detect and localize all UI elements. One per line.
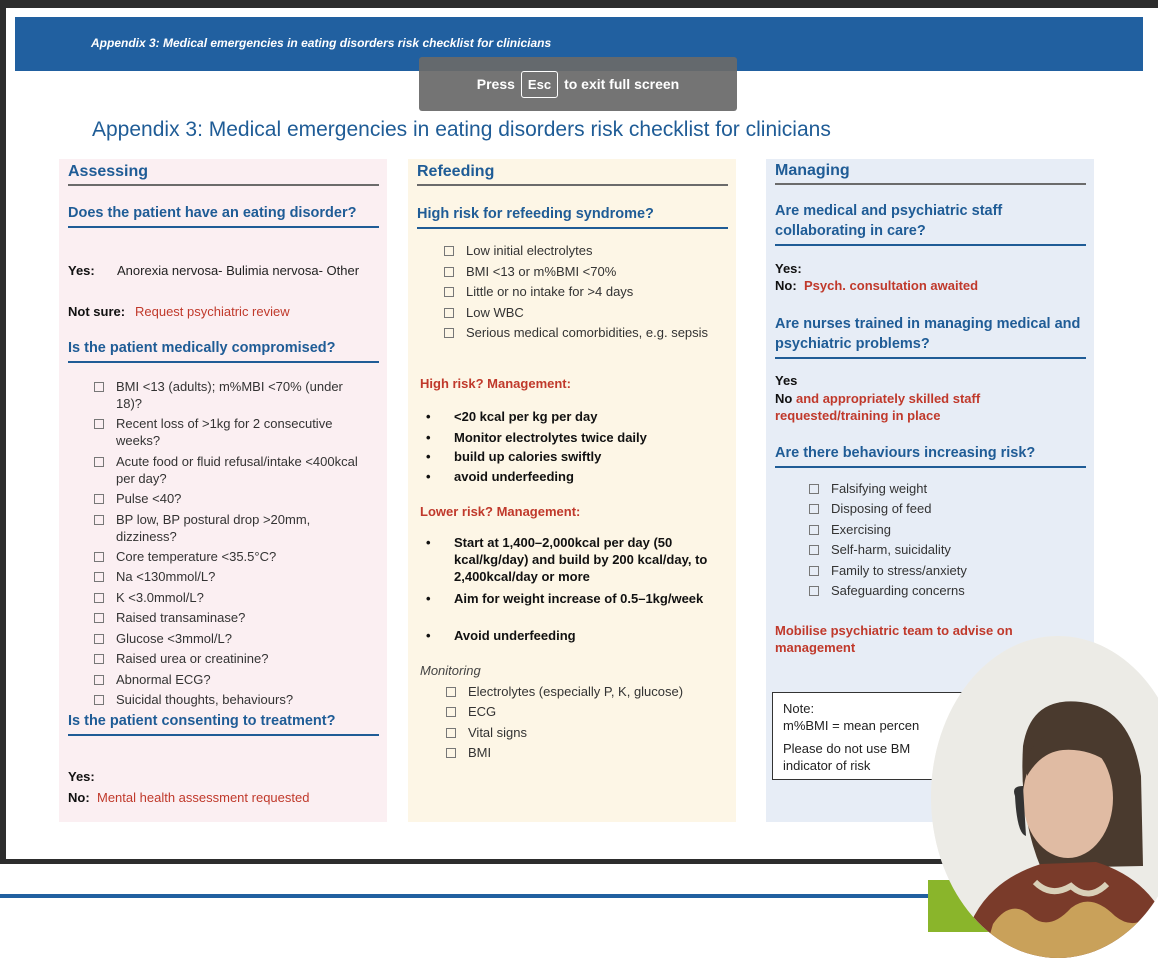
checklist-item[interactable]: ECG <box>446 703 731 720</box>
checklist-item[interactable]: Serious medical comorbidities, e.g. sepsis <box>444 324 724 341</box>
assessing-consent-no-label: No: <box>68 790 90 805</box>
checkbox-icon[interactable] <box>94 572 104 582</box>
assessing-column <box>59 159 387 822</box>
footer-rule <box>0 894 930 898</box>
note-line3: indicator of risk <box>783 758 871 773</box>
checklist-item[interactable]: Na <130mmol/L? <box>94 568 372 585</box>
checklist-item[interactable]: BMI <13 (adults); m%MBI <70% (under 18)? <box>94 378 372 412</box>
refeeding-high-risk-management: High risk? Management: <box>420 376 571 391</box>
checklist-item[interactable]: Family to stress/anxiety <box>809 562 1089 579</box>
checkbox-icon[interactable] <box>94 419 104 429</box>
checklist-item[interactable]: Suicidal thoughts, behaviours? <box>94 691 372 708</box>
banner-message-text: to exit full screen <box>564 76 680 92</box>
checklist-item[interactable]: Raised urea or creatinine? <box>94 650 372 667</box>
note-title: Note: <box>783 701 815 716</box>
assessing-question-compromised: Is the patient medically compromised? <box>68 338 379 363</box>
managing-yes-label: Yes: <box>775 261 802 276</box>
managing-yes2: Yes <box>775 373 798 388</box>
checklist-item[interactable]: Vital signs <box>446 724 731 741</box>
bullet-item: • build up calories swiftly <box>426 449 602 464</box>
checkbox-icon[interactable] <box>446 707 456 717</box>
refeeding-monitoring-title: Monitoring <box>420 663 481 678</box>
checkbox-icon[interactable] <box>809 545 819 555</box>
checklist-item[interactable]: Self-harm, suicidality <box>809 541 1089 558</box>
checkbox-icon[interactable] <box>446 748 456 758</box>
checklist-item[interactable]: Falsifying weight <box>809 480 1089 497</box>
assessing-yes-text: Anorexia nervosa- Bulimia nervosa- Other <box>117 263 360 278</box>
checkbox-icon[interactable] <box>94 695 104 705</box>
checkbox-icon[interactable] <box>94 382 104 392</box>
assessing-question-consenting: Is the patient consenting to treatment? <box>68 711 379 736</box>
checkbox-icon[interactable] <box>444 308 454 318</box>
assessing-question-eating-disorder: Does the patient have an eating disorder? <box>68 203 379 228</box>
managing-heading: Managing <box>775 162 1086 185</box>
checklist-item[interactable]: BP low, BP postural drop >20mm, dizziness? <box>94 511 372 545</box>
checkbox-icon[interactable] <box>809 566 819 576</box>
checklist-item[interactable]: Acute food or fluid refusal/intake <400kcal per day? <box>94 453 372 487</box>
checklist-item[interactable]: BMI <box>446 744 731 761</box>
assessing-heading: Assessing <box>68 163 379 186</box>
assessing-notsure-label: Not sure: <box>68 304 126 319</box>
checkbox-icon[interactable] <box>446 728 456 738</box>
assessing-notsure-text: Request psychiatric review <box>135 304 290 319</box>
checklist-item[interactable]: Safeguarding concerns <box>809 582 1089 599</box>
checklist-item[interactable]: Little or no intake for >4 days <box>444 283 724 300</box>
slide-header-title: Appendix 3: Medical emergencies in eating disorders risk checklist for clinicians <box>91 36 552 50</box>
checklist-item[interactable]: K <3.0mmol/L? <box>94 589 372 606</box>
refeeding-column <box>408 159 736 822</box>
bullet-item: • Monitor electrolytes twice daily <box>426 430 647 445</box>
managing-question-nurses: Are nurses trained in managing medical and psychiatric problems? <box>775 314 1086 359</box>
checkbox-icon[interactable] <box>809 484 819 494</box>
fullscreen-exit-banner <box>419 57 737 111</box>
managing-question-behaviours: Are there behaviours increasing risk? <box>775 443 1086 468</box>
assessing-consent-yes-label: Yes: <box>68 769 95 784</box>
banner-press-text: Press <box>476 76 515 92</box>
checklist-item[interactable]: Low WBC <box>444 304 724 321</box>
checkbox-icon[interactable] <box>94 494 104 504</box>
refeeding-heading: Refeeding <box>417 163 728 186</box>
bullet-item: • Start at 1,400–2,000kcal per day (50 kcal/kg/day) and build by 200 kcal/day, to 2,400kcal/day or more <box>426 535 708 584</box>
checklist-item[interactable]: Core temperature <35.5°C? <box>94 548 372 565</box>
managing-no2: No and appropriately skilled staff requested/training in place <box>775 391 981 423</box>
checkbox-icon[interactable] <box>444 287 454 297</box>
bullet-item: • Aim for weight increase of 0.5–1kg/week <box>426 591 704 606</box>
checkbox-icon[interactable] <box>94 654 104 664</box>
checklist-item[interactable]: Exercising <box>809 521 1089 538</box>
checklist-item[interactable]: Glucose <3mmol/L? <box>94 630 372 647</box>
checklist-item[interactable]: Low initial electrolytes <box>444 242 724 259</box>
managing-no-text: Psych. consultation awaited <box>804 278 979 293</box>
checkbox-icon[interactable] <box>809 504 819 514</box>
page-title: Appendix 3: Medical emergencies in eating disorders risk checklist for clinicians <box>92 118 831 141</box>
checklist-item[interactable]: Disposing of feed <box>809 500 1089 517</box>
checkbox-icon[interactable] <box>94 593 104 603</box>
checkbox-icon[interactable] <box>94 515 104 525</box>
checkbox-icon[interactable] <box>444 267 454 277</box>
assessing-yes-label: Yes: <box>68 263 95 278</box>
checklist-item[interactable]: BMI <13 or m%BMI <70% <box>444 263 724 280</box>
checklist-item[interactable]: Abnormal ECG? <box>94 671 372 688</box>
note-line2: Please do not use BM <box>783 741 911 756</box>
managing-mobilise: Mobilise psychiatric team to advise on management <box>775 623 1013 655</box>
assessing-consent-no-text: Mental health assessment requested <box>97 790 310 805</box>
bullet-item: • Avoid underfeeding <box>426 628 576 643</box>
checkbox-icon[interactable] <box>446 687 456 697</box>
bullet-item: • avoid underfeeding <box>426 469 574 484</box>
checkbox-icon[interactable] <box>444 328 454 338</box>
checkbox-icon[interactable] <box>94 457 104 467</box>
checkbox-icon[interactable] <box>809 525 819 535</box>
refeeding-lower-risk-management: Lower risk? Management: <box>420 504 581 519</box>
checkbox-icon[interactable] <box>94 675 104 685</box>
checklist-item[interactable]: Electrolytes (especially P, K, glucose) <box>446 683 731 700</box>
checkbox-icon[interactable] <box>444 246 454 256</box>
bullet-item: • <20 kcal per kg per day <box>426 409 598 424</box>
checkbox-icon[interactable] <box>809 586 819 596</box>
refeeding-question-high-risk: High risk for refeeding syndrome? <box>417 204 728 229</box>
checkbox-icon[interactable] <box>94 634 104 644</box>
checklist-item[interactable]: Pulse <40? <box>94 490 372 507</box>
note-line1: m%BMI = mean percen <box>783 718 920 733</box>
managing-no-label: No: <box>775 278 797 293</box>
managing-question-collaborating: Are medical and psychiatric staff collaborating in care? <box>775 201 1086 246</box>
checkbox-icon[interactable] <box>94 552 104 562</box>
checklist-item[interactable]: Recent loss of >1kg for 2 consecutive weeks? <box>94 415 372 449</box>
checkbox-icon[interactable] <box>94 613 104 623</box>
checklist-item[interactable]: Raised transaminase? <box>94 609 372 626</box>
esc-key[interactable]: Esc <box>521 71 558 98</box>
